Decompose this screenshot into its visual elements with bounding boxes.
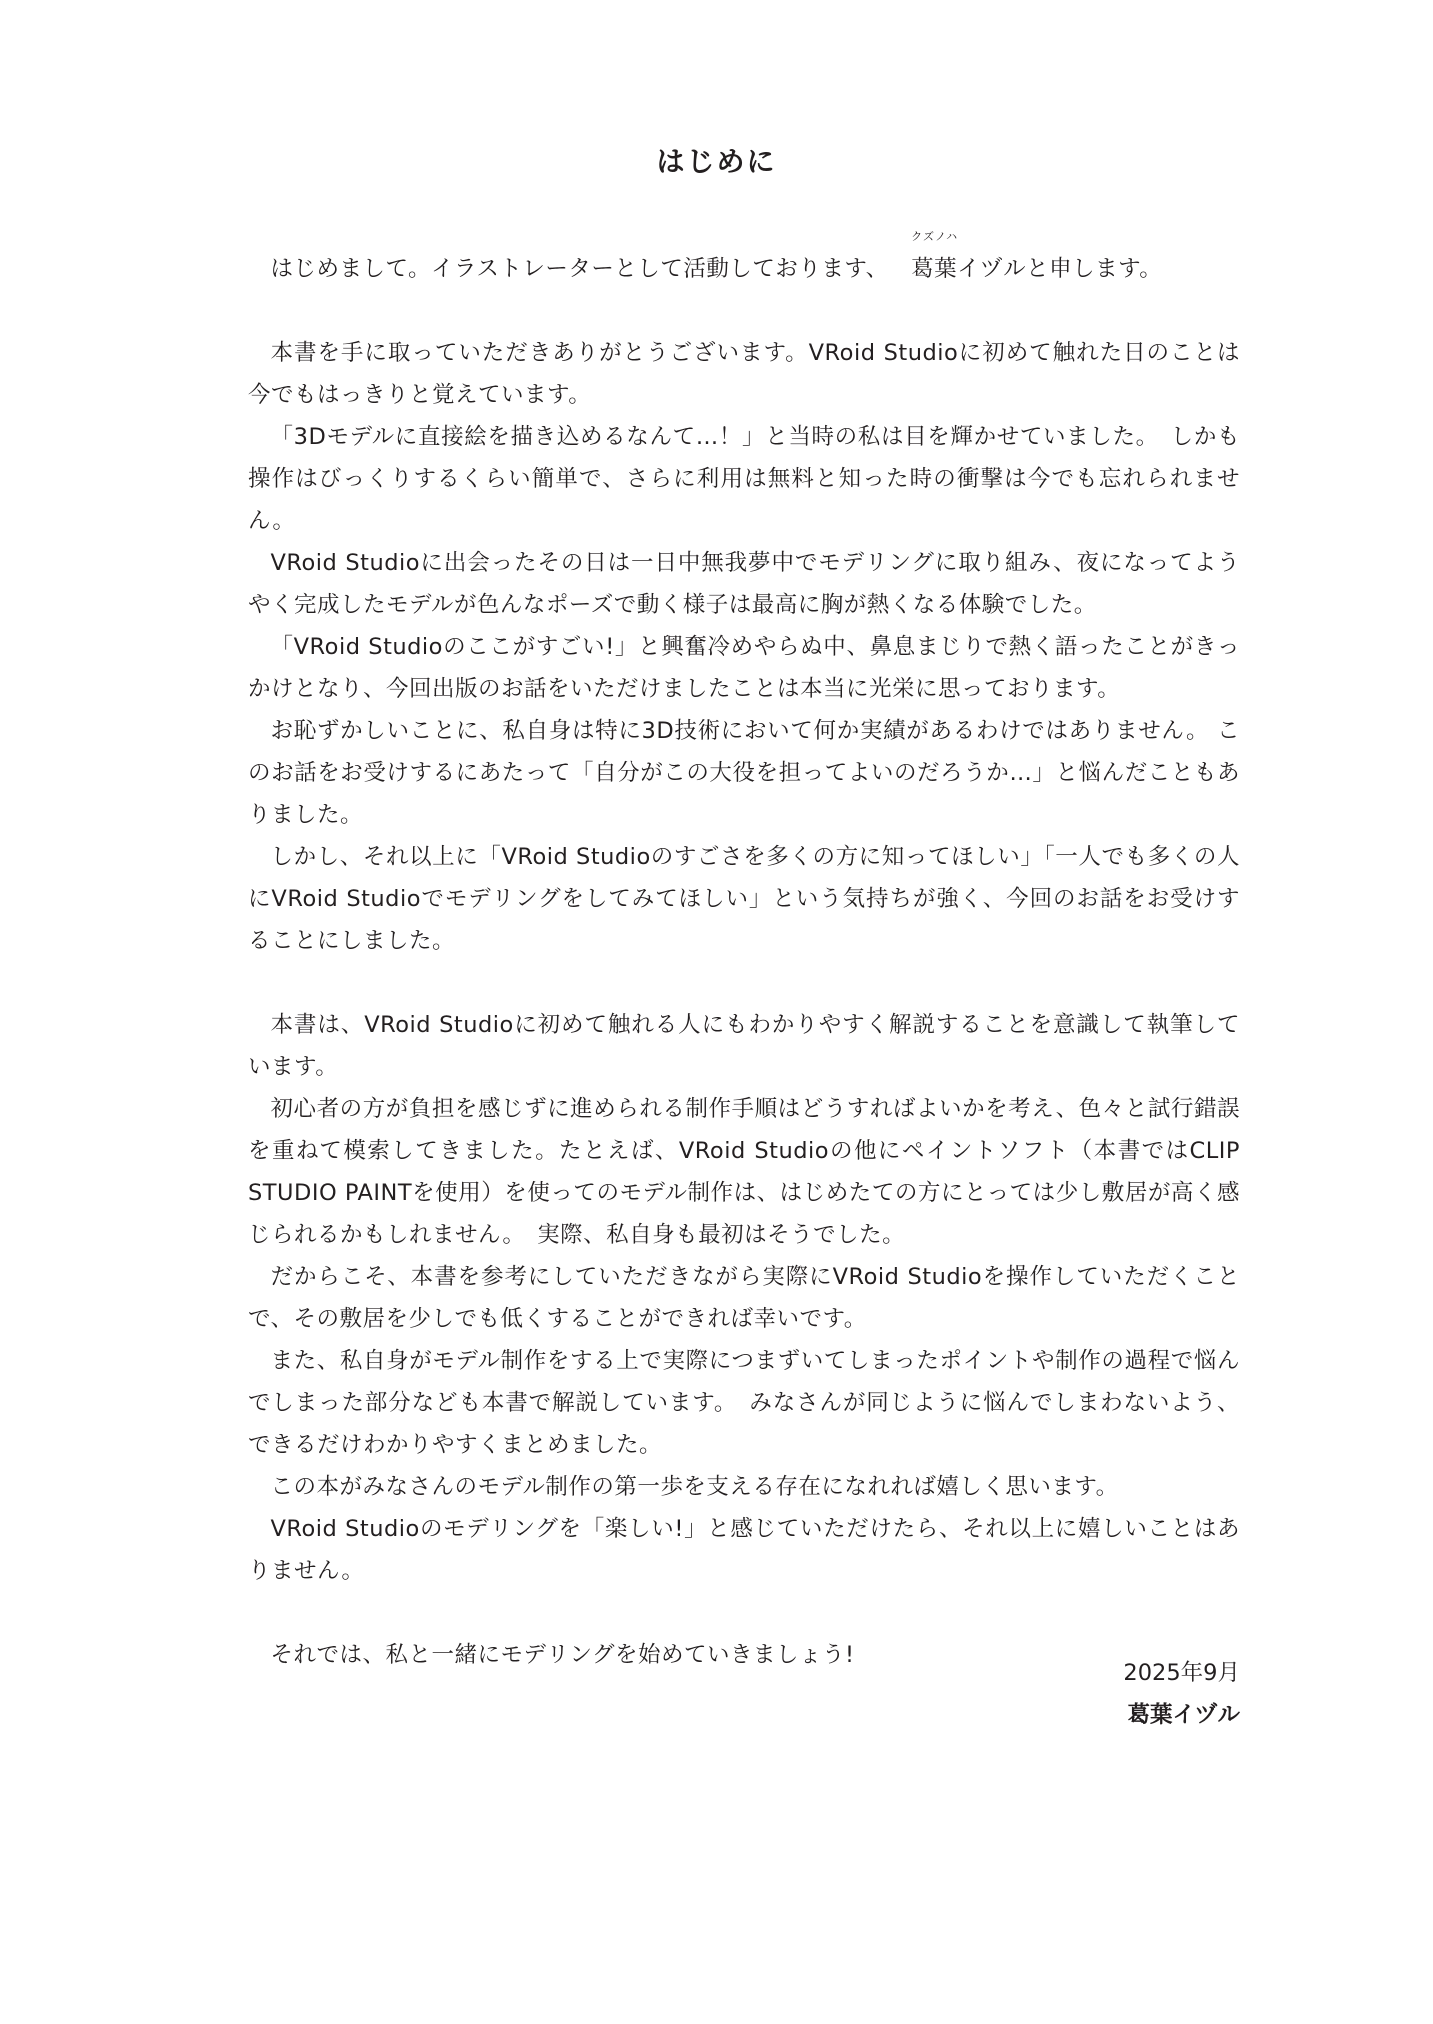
intro-paragraph: [248, 230, 1240, 290]
author-name-with-ruby: [889, 230, 959, 290]
signature: [1123, 1652, 1240, 1736]
name-kanji: 葛葉: [911, 256, 958, 282]
paragraph: VRoid Studioのモデリングを「楽しい!」と感じていただけたら、それ以上に嬉しいことはありません。: [248, 1516, 1240, 1584]
intro-before: はじめまして。イラストレーターとして活動しております、: [270, 256, 889, 282]
name-ruby: クズノハ: [911, 230, 959, 243]
signature-author: 葛葉イヅル: [1127, 1702, 1240, 1728]
body-text: [248, 230, 1240, 1676]
paragraph: お恥ずかしいことに、私自身は特に3D技術において何か実績があるわけではありません。 このお話をお受けするにあたって「自分がこの大役を担ってよいのだろうか…」と悩んだこともありました。: [248, 718, 1240, 828]
paragraph: 初心者の方が負担を感じずに進められる制作手順はどうすればよいかを考え、色々と試行錯誤を重ねて模索してきました。たとえば、VRoid Studioの他にペイントソフト（本書ではCLIP STUDIO PAINTを使用）を使ってのモデル制作は、はじめたての方にとっては少し敷居が高く感じられるかもしれません。 実際、私自身も最初はそうでした。: [248, 1096, 1240, 1248]
page-title: はじめに: [656, 145, 777, 178]
signature-date: 2025年9月: [1123, 1660, 1240, 1686]
paragraph: この本がみなさんのモデル制作の第一歩を支える存在になれれば嬉しく思います。: [270, 1474, 1119, 1500]
paragraph: しかし、それ以上に「VRoid Studioのすごさを多くの方に知ってほしい」「一人でも多くの人にVRoid Studioでモデリングをしてみてほしい」という気持ちが強く、今回のお話をお受けすることにしました。: [248, 844, 1240, 954]
paragraph: 本書は、VRoid Studioに初めて触れる人にもわかりやすく解説することを意識して執筆しています。: [248, 1012, 1240, 1080]
paragraph: VRoid Studioに出会ったその日は一日中無我夢中でモデリングに取り組み、夜になってようやく完成したモデルが色んなポーズで動く様子は最高に胸が熱くなる体験でした。: [248, 550, 1240, 618]
intro-after: イヅルと申します。: [957, 256, 1163, 282]
closing-paragraph: それでは、私と一緒にモデリングを始めていきましょう!: [270, 1642, 855, 1668]
paragraph: だからこそ、本書を参考にしていただきながら実際にVRoid Studioを操作していただくことで、その敷居を少しでも低くすることができれば幸いです。: [248, 1264, 1240, 1332]
paragraph: 「VRoid Studioのここがすごい!」と興奮冷めやらぬ中、鼻息まじりで熱く語ったことがきっかけとなり、今回出版のお話をいただけましたことは本当に光栄に思っております。: [248, 634, 1240, 702]
paragraph: また、私自身がモデル制作をする上で実際につまずいてしまったポイントや制作の過程で悩んでしまった部分なども本書で解説しています。 みなさんが同じように悩んでしまわないよう、できるだけわかりやすくまとめました。: [248, 1348, 1240, 1458]
paragraph: 「3Dモデルに直接絵を描き込めるなんて…！」と当時の私は目を輝かせていました。 しかも操作はびっくりするくらい簡単で、さらに利用は無料と知った時の衝撃は今でも忘れられません。: [248, 424, 1240, 534]
paragraph: 本書を手に取っていただきありがとうございます。VRoid Studioに初めて触れた日のことは今でもはっきりと覚えています。: [248, 340, 1240, 408]
